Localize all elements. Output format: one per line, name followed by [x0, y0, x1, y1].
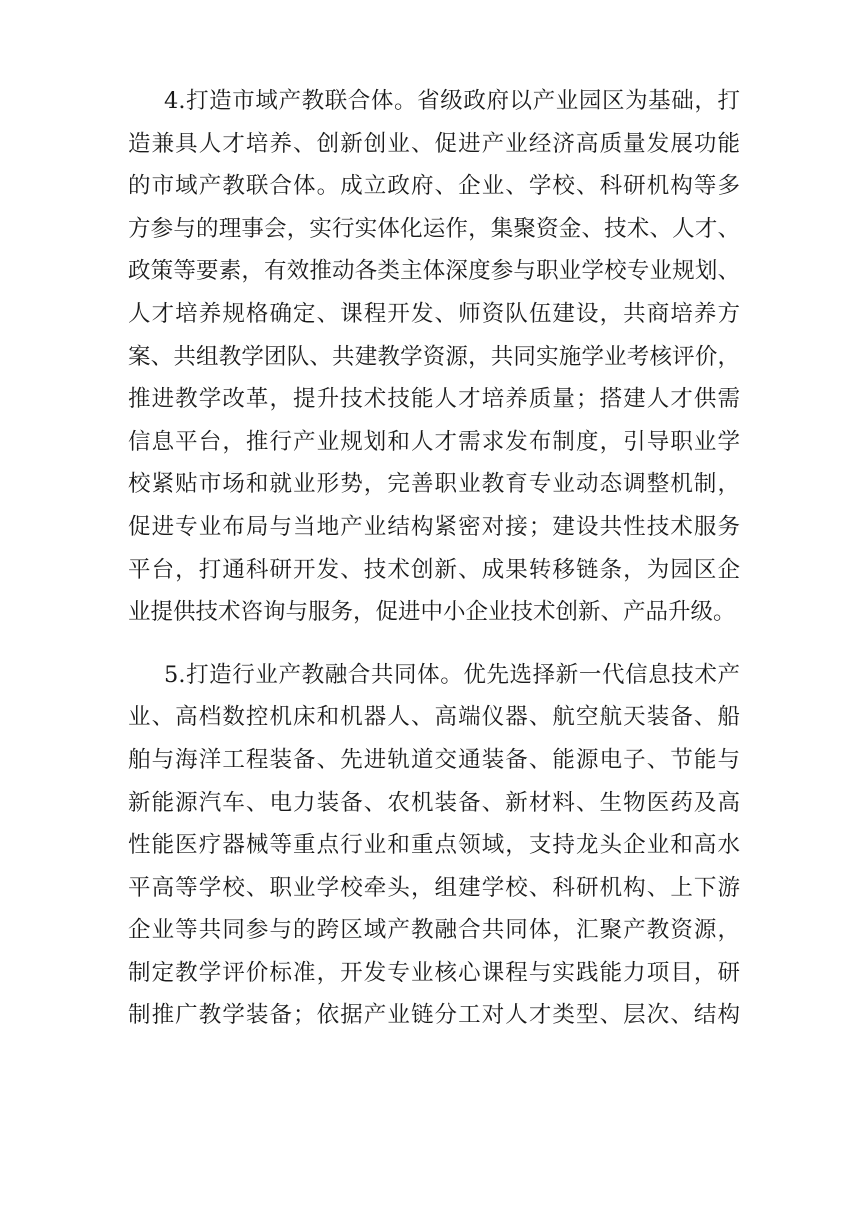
text-line: 制推广教学装备；依据产业链分工对人才类型、层次、结构 [128, 1002, 740, 1029]
text-line: 方参与的理事会，实行实体化运作，集聚资金、技术、人才、 [128, 215, 740, 242]
text-line: 5.打造行业产教融合共同体。优先选择新一代信息技术产 [164, 661, 740, 688]
text-line: 平高等学校、职业学校牵头，组建学校、科研机构、上下游 [128, 874, 740, 901]
text-line: 校紧贴市场和就业形势，完善职业教育专业动态调整机制， [128, 471, 740, 498]
text-line: 信息平台，推行产业规划和人才需求发布制度，引导职业学 [128, 428, 740, 455]
text-line: 促进专业布局与当地产业结构紧密对接；建设共性技术服务 [128, 513, 740, 540]
paragraph-5 [128, 654, 740, 1037]
text-line: 业提供技术咨询与服务，促进中小企业技术创新、产品升级。 [128, 599, 736, 626]
text-line: 平台，打通科研开发、技术创新、成果转移链条，为园区企 [128, 556, 740, 583]
text-line: 新能源汽车、电力装备、农机装备、新材料、生物医药及高 [128, 789, 740, 816]
text-line: 案、共组教学团队、共建教学资源，共同实施学业考核评价， [128, 343, 740, 370]
text-line: 4.打造市域产教联合体。省级政府以产业园区为基础，打 [164, 88, 740, 114]
text-line: 业、高档数控机床和机器人、高端仪器、航空航天装备、船 [128, 704, 740, 731]
text-line: 推进教学改革，提升技术技能人才培养质量；搭建人才供需 [128, 386, 740, 413]
text-line: 造兼具人才培养、创新创业、促进产业经济高质量发展功能 [128, 130, 740, 157]
text-line: 的市域产教联合体。成立政府、企业、学校、科研机构等多 [128, 173, 740, 200]
text-line: 制定教学评价标准，开发专业核心课程与实践能力项目，研 [128, 959, 740, 986]
text-line: 企业等共同参与的跨区域产教融合共同体，汇聚产教资源， [128, 917, 740, 944]
text-line: 政策等要素，有效推动各类主体深度参与职业学校专业规划、 [128, 258, 740, 285]
text-line: 人才培养规格确定、课程开发、师资队伍建设，共商培养方 [128, 300, 740, 327]
paragraph-4 [128, 80, 740, 634]
text-line: 舶与海洋工程装备、先进轨道交通装备、能源电子、节能与 [128, 746, 740, 773]
text-line: 性能医疗器械等重点行业和重点领域，支持龙头企业和高水 [128, 832, 740, 859]
document-body [128, 80, 740, 1037]
